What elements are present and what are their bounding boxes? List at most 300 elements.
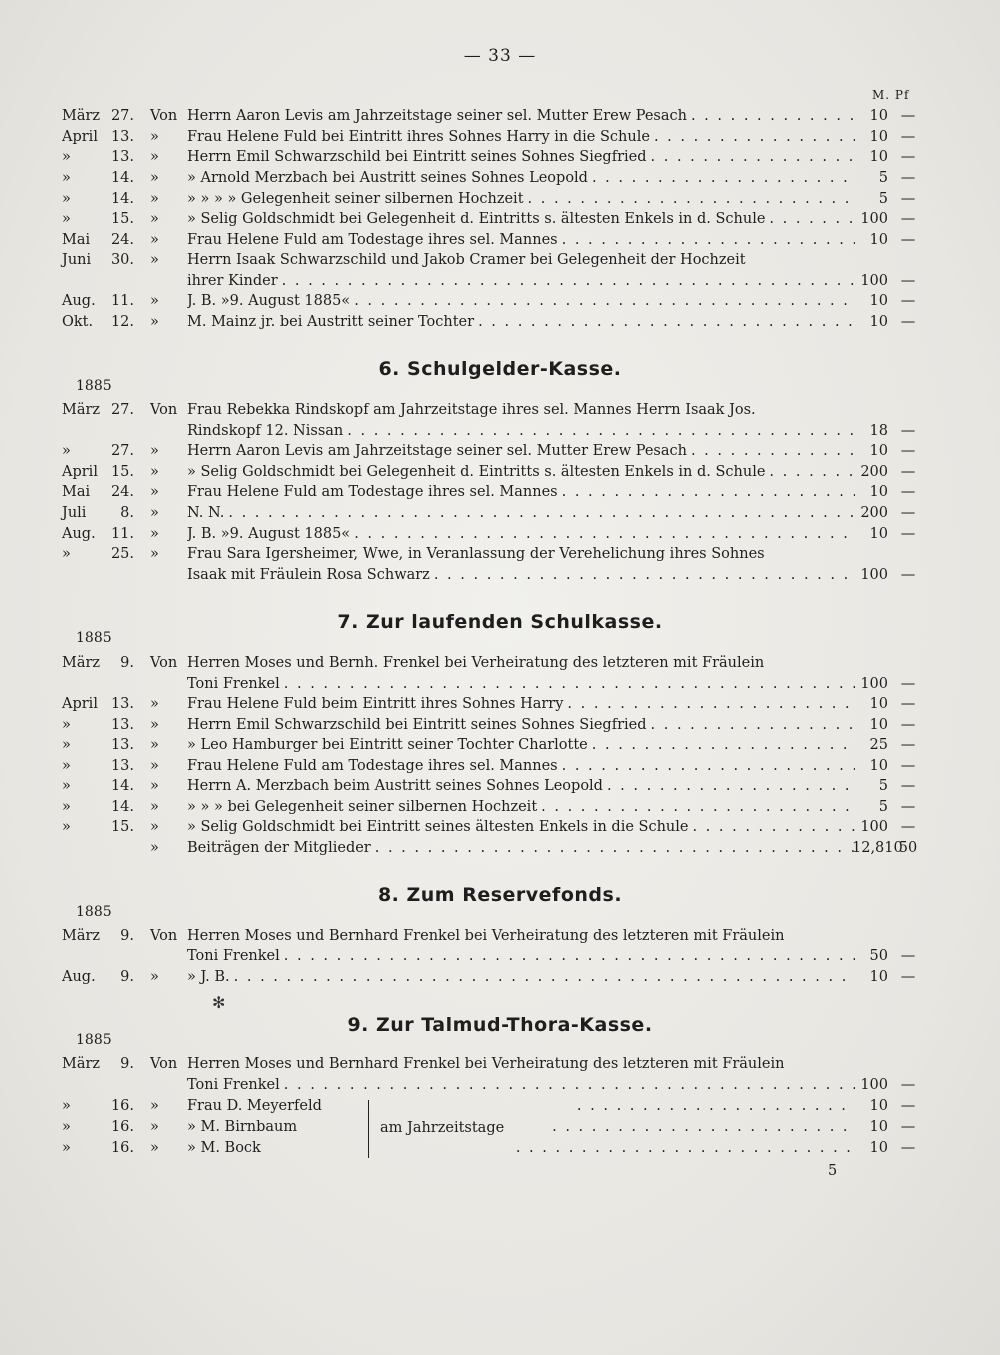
row-text-cell	[187, 421, 855, 441]
row-ditto: »	[150, 840, 159, 856]
dot-leader	[234, 967, 855, 987]
row-text: Toni Frenkel	[187, 948, 280, 964]
row-text: Herrn A. Merzbach beim Austritt seines Sohnes Leopold	[187, 778, 603, 794]
row-text-cell	[187, 1054, 855, 1074]
row-pfennig: —	[900, 170, 916, 186]
row-text-cell	[187, 503, 855, 523]
footer-mark: 5	[828, 1163, 838, 1179]
row-day: 13.	[110, 737, 134, 753]
row-month: »	[62, 819, 71, 835]
row-pfennig: —	[900, 1077, 916, 1093]
row-month: Mai	[62, 484, 91, 500]
row-mark: 100	[860, 1077, 888, 1093]
row-day: 15.	[110, 211, 134, 227]
row-day: 24.	[110, 232, 134, 248]
row-text: N. N.	[187, 505, 225, 521]
dot-leader	[516, 1138, 855, 1158]
section-8-title: 8. Zum Reservefonds.	[377, 884, 623, 906]
row-text-cell	[187, 1075, 855, 1095]
dot-leader	[284, 946, 855, 966]
currency-header: M. Pf	[872, 88, 910, 102]
row-mark: 10	[869, 293, 888, 309]
dot-leader	[769, 462, 855, 482]
row-month: Aug.	[62, 526, 96, 542]
ledger-row	[0, 503, 1000, 523]
ledger-row	[0, 565, 1000, 585]
row-ditto: Von	[150, 928, 178, 944]
row-pfennig: —	[900, 191, 916, 207]
row-text-cell	[187, 147, 855, 167]
row-ditto: Von	[150, 655, 178, 671]
row-mark: 5	[878, 778, 888, 794]
row-ditto: »	[150, 211, 159, 227]
row-month: »	[62, 443, 71, 459]
row-month: April	[62, 129, 98, 145]
row-text: Frau Sara Igersheimer, Wwe, in Veranlassung der Verehelichung ihres Sohnes	[187, 546, 765, 562]
ledger-row	[0, 1054, 1000, 1074]
dot-leader	[528, 189, 855, 209]
row-month: April	[62, 696, 98, 712]
row-text-cell	[187, 271, 855, 291]
brace-label: am Jahrzeitstage	[380, 1120, 505, 1136]
row-text-cell	[187, 1138, 855, 1158]
row-text: » Leo Hamburger bei Eintritt seiner Tochter Charlotte	[187, 737, 588, 753]
row-day: 16.	[110, 1098, 134, 1114]
row-pfennig: —	[900, 1119, 916, 1135]
section-7-year: 1885	[76, 630, 112, 646]
row-text: Herrn Isaak Schwarzschild und Jakob Cramer bei Gelegenheit der Hochzeit	[187, 252, 746, 268]
section-8-year: 1885	[76, 904, 112, 920]
row-mark: 200	[860, 505, 888, 521]
ledger-row	[0, 127, 1000, 147]
ledger-row	[0, 1138, 1000, 1158]
row-pfennig: —	[900, 676, 916, 692]
row-pfennig: —	[900, 1098, 916, 1114]
dot-leader	[691, 106, 855, 126]
row-day: 13.	[110, 758, 134, 774]
section-6-year: 1885	[76, 378, 112, 394]
row-month: Aug.	[62, 969, 96, 985]
row-day: 25.	[110, 546, 134, 562]
ledger-row	[0, 524, 1000, 544]
row-text: J. B. »9. August 1885«	[187, 293, 351, 309]
dot-leader	[607, 776, 855, 796]
row-month: »	[62, 170, 71, 186]
row-text: Toni Frenkel	[187, 1077, 280, 1093]
row-month: »	[62, 1119, 71, 1135]
row-month: »	[62, 717, 71, 733]
row-ditto: »	[150, 464, 159, 480]
row-day: 13.	[110, 717, 134, 733]
row-pfennig: —	[900, 464, 916, 480]
dot-leader	[562, 230, 855, 250]
ledger-row	[0, 441, 1000, 461]
ledger-row	[0, 817, 1000, 837]
row-text: » Selig Goldschmidt bei Gelegenheit d. Eintritts s. ältesten Enkels in d. Schule	[187, 211, 766, 227]
row-day: 9.	[120, 928, 134, 944]
dot-leader	[375, 838, 855, 858]
ledger-row	[0, 312, 1000, 332]
row-ditto: »	[150, 969, 159, 985]
section-9-title: 9. Zur Talmud-Thora-Kasse.	[347, 1014, 653, 1036]
dot-leader	[562, 756, 855, 776]
row-month: »	[62, 799, 71, 815]
row-day: 13.	[110, 149, 134, 165]
section-9-year: 1885	[76, 1032, 112, 1048]
row-pfennig: —	[900, 737, 916, 753]
row-day: 13.	[110, 696, 134, 712]
row-month: März	[62, 108, 101, 124]
row-month: Mai	[62, 232, 91, 248]
row-pfennig: —	[900, 758, 916, 774]
row-text: » J. B.	[187, 969, 230, 985]
row-day: 11.	[110, 293, 134, 309]
brace-mark	[368, 1100, 373, 1158]
row-pfennig: —	[900, 1140, 916, 1156]
dot-leader	[282, 271, 855, 291]
row-text-cell	[187, 797, 855, 817]
dot-leader	[354, 291, 855, 311]
ledger-row	[0, 189, 1000, 209]
row-day: 11.	[110, 526, 134, 542]
row-month: »	[62, 211, 71, 227]
row-day: 27.	[110, 443, 134, 459]
row-text: » Arnold Merzbach bei Austritt seines Sohnes Leopold	[187, 170, 588, 186]
row-text-cell	[187, 694, 855, 714]
row-month: »	[62, 546, 71, 562]
row-pfennig: —	[900, 717, 916, 733]
row-text-cell	[187, 565, 855, 585]
row-ditto: »	[150, 737, 159, 753]
ledger-row	[0, 462, 1000, 482]
dot-leader	[434, 565, 855, 585]
dot-leader	[354, 524, 855, 544]
row-pfennig: —	[900, 423, 916, 439]
ledger-row	[0, 291, 1000, 311]
row-text: Herren Moses und Bernhard Frenkel bei Verheiratung des letzteren mit Fräulein	[187, 928, 785, 944]
row-ditto: Von	[150, 1056, 178, 1072]
row-text-cell	[187, 482, 855, 502]
dot-leader	[284, 674, 855, 694]
row-month: »	[62, 737, 71, 753]
row-text: Herrn Aaron Levis am Jahrzeitstage seiner sel. Mutter Erew Pesach	[187, 108, 687, 124]
row-mark: 10	[869, 484, 888, 500]
dot-leader	[592, 168, 855, 188]
row-pfennig: —	[900, 232, 916, 248]
row-text-cell	[187, 312, 855, 332]
row-text-cell	[187, 735, 855, 755]
row-mark: 12,810	[852, 840, 903, 856]
row-text-cell	[187, 462, 855, 482]
row-text-cell	[187, 168, 855, 188]
row-pfennig: —	[900, 799, 916, 815]
ledger-row	[0, 544, 1000, 564]
row-pfennig: —	[900, 314, 916, 330]
row-mark: 5	[878, 191, 888, 207]
row-day: 9.	[120, 969, 134, 985]
row-pfennig: —	[900, 211, 916, 227]
row-mark: 100	[860, 211, 888, 227]
row-month: März	[62, 655, 101, 671]
ledger-row	[0, 1096, 1000, 1116]
row-text: » » » bei Gelegenheit seiner silbernen Hochzeit	[187, 799, 538, 815]
row-mark: 5	[878, 799, 888, 815]
row-text-cell	[187, 291, 855, 311]
ledger-row	[0, 694, 1000, 714]
row-day: 15.	[110, 819, 134, 835]
ledger-row	[0, 168, 1000, 188]
dot-leader	[552, 1117, 855, 1137]
row-text: » M. Birnbaum	[187, 1119, 298, 1135]
dot-leader	[347, 421, 855, 441]
ledger-row	[0, 147, 1000, 167]
row-pfennig: —	[900, 149, 916, 165]
row-ditto: »	[150, 696, 159, 712]
row-text-cell	[187, 715, 855, 735]
row-text-cell	[187, 209, 855, 229]
row-day: 13.	[110, 129, 134, 145]
row-text-cell	[187, 653, 855, 673]
row-day: 30.	[110, 252, 134, 268]
row-pfennig: —	[900, 293, 916, 309]
row-month: Juni	[62, 252, 92, 268]
row-ditto: »	[150, 129, 159, 145]
row-text: » » » » Gelegenheit seiner silbernen Hochzeit	[187, 191, 524, 207]
ledger-row	[0, 653, 1000, 673]
dot-leader	[228, 503, 855, 523]
dot-leader	[478, 312, 855, 332]
row-ditto: »	[150, 1098, 159, 1114]
row-month: Juli	[62, 505, 87, 521]
row-day: 14.	[110, 799, 134, 815]
ledger-row	[0, 776, 1000, 796]
ledger-row	[0, 967, 1000, 987]
ledger-row	[0, 735, 1000, 755]
row-ditto: »	[150, 717, 159, 733]
row-pfennig: —	[900, 273, 916, 289]
row-text: Herren Moses und Bernhard Frenkel bei Verheiratung des letzteren mit Fräulein	[187, 1056, 785, 1072]
row-text-cell	[187, 967, 855, 987]
row-month: »	[62, 149, 71, 165]
row-pfennig: —	[900, 567, 916, 583]
row-ditto: Von	[150, 108, 178, 124]
row-ditto: »	[150, 149, 159, 165]
dot-leader	[284, 1075, 855, 1095]
row-text-cell	[187, 926, 855, 946]
row-text-cell	[187, 189, 855, 209]
row-mark: 10	[869, 443, 888, 459]
row-pfennig: 50	[898, 840, 918, 856]
row-text: J. B. »9. August 1885«	[187, 526, 351, 542]
row-pfennig: —	[900, 505, 916, 521]
row-pfennig: —	[900, 819, 916, 835]
row-ditto: »	[150, 170, 159, 186]
ledger-row	[0, 209, 1000, 229]
dot-leader	[769, 209, 855, 229]
row-mark: 100	[860, 676, 888, 692]
row-ditto: »	[150, 443, 159, 459]
ledger-row	[0, 271, 1000, 291]
row-day: 9.	[120, 1056, 134, 1072]
ledger-row	[0, 421, 1000, 441]
row-text: Herrn Aaron Levis am Jahrzeitstage seiner sel. Mutter Erew Pesach	[187, 443, 687, 459]
row-pfennig: —	[900, 484, 916, 500]
row-text-cell	[187, 756, 855, 776]
row-day: 14.	[110, 170, 134, 186]
row-text-cell	[187, 106, 855, 126]
row-text: Herrn Emil Schwarzschild bei Eintritt seines Sohnes Siegfried	[187, 149, 647, 165]
row-mark: 100	[860, 819, 888, 835]
row-day: 12.	[110, 314, 134, 330]
row-month: März	[62, 928, 101, 944]
row-text: Rindskopf 12. Nissan	[187, 423, 344, 439]
ledger-row	[0, 946, 1000, 966]
row-mark: 50	[869, 948, 888, 964]
row-ditto: »	[150, 252, 159, 268]
row-mark: 10	[869, 1098, 888, 1114]
ledger-row	[0, 926, 1000, 946]
row-text: Frau D. Meyerfeld	[187, 1098, 322, 1114]
ledger-row	[0, 106, 1000, 126]
row-day: 27.	[110, 402, 134, 418]
row-text-cell	[187, 250, 855, 270]
page-number: — 33 —	[463, 46, 537, 66]
row-ditto: »	[150, 799, 159, 815]
row-pfennig: —	[900, 526, 916, 542]
row-mark: 10	[869, 696, 888, 712]
row-text: Herren Moses und Bernh. Frenkel bei Verheiratung des letzteren mit Fräulein	[187, 655, 765, 671]
row-text: Toni Frenkel	[187, 676, 280, 692]
row-text-cell	[187, 544, 855, 564]
row-mark: 10	[869, 314, 888, 330]
row-mark: 10	[869, 149, 888, 165]
row-mark: 10	[869, 717, 888, 733]
row-text: » M. Bock	[187, 1140, 261, 1156]
row-day: 16.	[110, 1140, 134, 1156]
row-text-cell	[187, 817, 855, 837]
row-mark: 10	[869, 129, 888, 145]
dot-leader	[562, 482, 855, 502]
row-pfennig: —	[900, 443, 916, 459]
row-month: »	[62, 191, 71, 207]
row-text: » Selig Goldschmidt bei Gelegenheit d. Eintritts s. ältesten Enkels in d. Schule	[187, 464, 766, 480]
row-text: M. Mainz jr. bei Austritt seiner Tochter	[187, 314, 475, 330]
row-mark: 10	[869, 969, 888, 985]
row-ditto: »	[150, 484, 159, 500]
ledger-row	[0, 400, 1000, 420]
row-mark: 10	[869, 232, 888, 248]
dot-leader	[541, 797, 855, 817]
section-6-title: 6. Schulgelder-Kasse.	[378, 358, 622, 380]
row-day: 15.	[110, 464, 134, 480]
ledger-row	[0, 797, 1000, 817]
row-mark: 10	[869, 758, 888, 774]
row-ditto: »	[150, 778, 159, 794]
row-day: 27.	[110, 108, 134, 124]
row-ditto: »	[150, 314, 159, 330]
row-ditto: »	[150, 293, 159, 309]
row-text: Herrn Emil Schwarzschild bei Eintritt seines Sohnes Siegfried	[187, 717, 647, 733]
ledger-row	[0, 715, 1000, 735]
row-month: März	[62, 1056, 101, 1072]
row-mark: 10	[869, 526, 888, 542]
row-text-cell	[187, 1117, 855, 1137]
row-pfennig: —	[900, 948, 916, 964]
row-text: Beiträgen der Mitglieder	[187, 840, 371, 856]
ornament-mark: ✻	[212, 993, 226, 1012]
dot-leader	[651, 147, 855, 167]
row-month: »	[62, 778, 71, 794]
row-day: 8.	[120, 505, 134, 521]
row-pfennig: —	[900, 778, 916, 794]
ledger-row	[0, 756, 1000, 776]
row-month: »	[62, 1140, 71, 1156]
row-text: Frau Helene Fuld beim Eintritt ihres Sohnes Harry	[187, 696, 564, 712]
row-text-cell	[187, 230, 855, 250]
row-month: »	[62, 758, 71, 774]
row-month: »	[62, 1098, 71, 1114]
row-day: 9.	[120, 655, 134, 671]
row-day: 16.	[110, 1119, 134, 1135]
row-pfennig: —	[900, 129, 916, 145]
row-pfennig: —	[900, 969, 916, 985]
row-mark: 100	[860, 567, 888, 583]
row-mark: 18	[869, 423, 888, 439]
row-text: » Selig Goldschmidt bei Eintritt seines ältesten Enkels in die Schule	[187, 819, 689, 835]
ledger-row	[0, 230, 1000, 250]
dot-leader	[692, 817, 855, 837]
row-ditto: »	[150, 1140, 159, 1156]
ledger-row	[0, 482, 1000, 502]
ledger-row	[0, 1075, 1000, 1095]
row-month: Okt.	[62, 314, 94, 330]
row-mark: 5	[878, 170, 888, 186]
dot-leader	[651, 715, 855, 735]
row-ditto: »	[150, 546, 159, 562]
row-text-cell	[187, 441, 855, 461]
row-ditto: Von	[150, 402, 178, 418]
ledger-row	[0, 838, 1000, 858]
section-7-title: 7. Zur laufenden Schulkasse.	[337, 611, 663, 633]
row-text-cell	[187, 776, 855, 796]
row-text-cell	[187, 524, 855, 544]
row-text-cell	[187, 946, 855, 966]
row-ditto: »	[150, 505, 159, 521]
row-pfennig: —	[900, 696, 916, 712]
row-text: Frau Helene Fuld am Todestage ihres sel. Mannes	[187, 758, 558, 774]
ledger-row	[0, 674, 1000, 694]
dot-leader	[592, 735, 855, 755]
row-month: April	[62, 464, 98, 480]
row-pfennig: —	[900, 108, 916, 124]
row-mark: 25	[869, 737, 888, 753]
row-mark: 10	[869, 1140, 888, 1156]
dot-leader	[577, 1096, 855, 1116]
row-text: Frau Rebekka Rindskopf am Jahrzeitstage ihres sel. Mannes Herrn Isaak Jos.	[187, 402, 756, 418]
ledger-row	[0, 250, 1000, 270]
row-text: Frau Helene Fuld am Todestage ihres sel. Mannes	[187, 484, 558, 500]
row-text-cell	[187, 838, 855, 858]
row-text: ihrer Kinder	[187, 273, 278, 289]
row-text: Frau Helene Fuld bei Eintritt ihres Sohnes Harry in die Schule	[187, 129, 650, 145]
row-text-cell	[187, 674, 855, 694]
row-day: 14.	[110, 191, 134, 207]
row-month: Aug.	[62, 293, 96, 309]
row-mark: 200	[860, 464, 888, 480]
row-month: März	[62, 402, 101, 418]
row-text: Frau Helene Fuld am Todestage ihres sel. Mannes	[187, 232, 558, 248]
row-ditto: »	[150, 191, 159, 207]
